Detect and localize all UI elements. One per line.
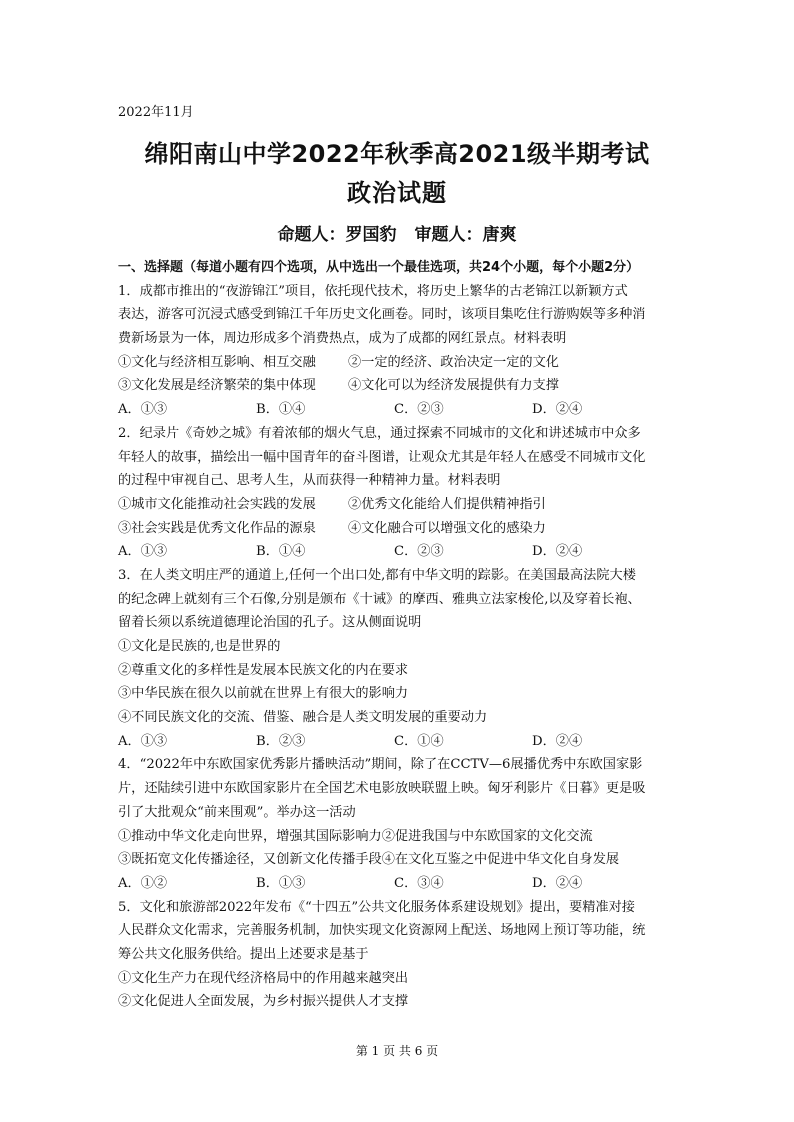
page-footer: 第 1 页 共 6 页: [355, 1044, 439, 1058]
authors-line: [0, 220, 794, 245]
statement: ④不同民族文化的交流、借鉴、融合是人类文明发展的重要动力: [118, 710, 488, 726]
statement-row: [118, 825, 690, 849]
question-2: [118, 422, 690, 564]
question-4: [118, 753, 690, 895]
option-c: C．②③: [394, 544, 444, 560]
statement-row: [118, 374, 690, 398]
question-text-line: 表达，游客可沉浸式感受到锦江千年历史文化画卷。同时，该项目集吃住行游购娱等多种消: [118, 307, 646, 323]
statement: ③既拓宽文化传播途径，又创新文化传播手段: [118, 852, 382, 868]
answer-options: [118, 540, 690, 564]
statement: ②文化促进人全面发展，为乡村振兴提供人才支撑: [118, 994, 409, 1010]
option-a: A．①②: [118, 875, 168, 891]
option-d: D．②④: [532, 875, 583, 891]
statement: ③文化发展是经济繁荣的集中体现: [118, 378, 316, 394]
exam-subject-title: 政治试题: [347, 179, 447, 207]
statement-row: [118, 351, 690, 375]
question-text-line: 的过程中审视自己、思考人生，从而获得一种精神力量。材料表明: [118, 473, 501, 489]
statement: ④文化融合可以增强文化的感染力: [348, 520, 546, 536]
option-d: D．②④: [532, 402, 583, 418]
option-b: B．①③: [256, 875, 306, 891]
answer-options: [118, 398, 690, 422]
option-b: B．①④: [256, 402, 306, 418]
statement: ①文化生产力在现代经济格局中的作用越来越突出: [118, 970, 409, 986]
question-text-line: 3．在人类文明庄严的通道上,任何一个出口处,都有中华文明的踪影。在美国最高法院大楼: [118, 567, 636, 583]
statement: ①文化与经济相互影响、相互交融: [118, 354, 316, 370]
answer-options: [118, 872, 690, 896]
statement-row: [118, 493, 690, 517]
question-text-line: 片，还陆续引进中东欧国家影片在全国艺术电影放映联盟上映。匈牙利影片《日暮》更是吸: [118, 781, 646, 797]
statement: ④在文化互鉴之中促进中华文化自身发展: [381, 852, 620, 868]
question-3: [118, 564, 690, 754]
statement: ②促进我国与中东欧国家的文化交流: [381, 828, 593, 844]
option-c: C．②③: [394, 402, 444, 418]
statement: ②尊重文化的多样性是发展本民族文化的内在要求: [118, 662, 409, 678]
option-b: B．②③: [256, 733, 306, 749]
option-d: D．②④: [532, 733, 583, 749]
question-text-line: 引了大批观众“前来围观”。举办这一活动: [118, 804, 356, 820]
question-text-line: 筹公共文化服务供给。提出上述要求是基于: [118, 946, 369, 962]
option-a: A．①③: [118, 544, 168, 560]
statement-row: [118, 848, 690, 872]
statement: ③中华民族在很久以前就在世界上有很大的影响力: [118, 686, 409, 702]
question-text-line: 的纪念碑上就刻有三个石像,分别是颁布《十诫》的摩西、雅典立法家梭伦,以及穿着长袍、: [118, 591, 641, 607]
question-5: [118, 896, 690, 1014]
statement: ④文化可以为经济发展提供有力支撑: [348, 378, 559, 394]
question-text-line: 年轻人的故事，描绘出一幅中国青年的奋斗图谱，让观众尤其是年轻人在感受不同城市文化: [118, 449, 646, 465]
question-text-line: 1．成都市推出的“夜游锦江”项目，依托现代技术，将历史上繁华的古老锦江以新颖方式: [118, 283, 628, 299]
question-text-line: 5．文化和旅游部2022年发布《“十四五”公共文化服务体系建设规划》提出，要精准对接: [118, 899, 635, 915]
question-text-line: 费新场景为一体，周边形成多个消费热点，成为了成都的网红景点。材料表明: [118, 331, 567, 347]
option-b: B．①④: [256, 544, 306, 560]
option-d: D．②④: [532, 544, 583, 560]
option-c: C．③④: [394, 875, 444, 891]
question-text-line: 留着长须以系统道德理论治国的孔子。这从侧面说明: [118, 615, 422, 631]
statement: ①文化是民族的,也是世界的: [118, 639, 281, 654]
question-text-line: 2．纪录片《奇妙之城》有着浓郁的烟火气息，通过探索不同城市的文化和讲述城市中众多: [118, 425, 641, 441]
question-reviewer: 审题人：唐爽: [414, 225, 517, 245]
question-text-line: 4．“2022年中东欧国家优秀影片播映活动”期间，除了在CCTV—6展播优秀中东欧国家影: [118, 757, 643, 773]
section-heading: 一、选择题（每道小题有四个选项，从中选出一个最佳选项，共24个小题，每个小题2分）: [118, 260, 640, 275]
question-setter: 命题人：罗国豹: [277, 225, 397, 245]
option-a: A．①③: [118, 402, 168, 418]
answer-options: [118, 730, 690, 754]
statement: ③社会实践是优秀文化作品的源泉: [118, 520, 316, 536]
question-text-line: 人民群众文化需求，完善服务机制，加快实现文化资源网上配送、场地网上预订等功能，统: [118, 923, 646, 939]
exam-title: 绵阳南山中学2022年秋季高2021级半期考试: [144, 140, 650, 168]
exam-content: [118, 256, 690, 1014]
question-1: [118, 280, 690, 422]
option-c: C．①④: [394, 733, 444, 749]
option-a: A．①③: [118, 733, 168, 749]
statement: ②一定的经济、政治决定一定的文化: [348, 354, 559, 370]
exam-date: 2022年11月: [118, 105, 194, 120]
statement-row: [118, 517, 690, 541]
statement: ①城市文化能推动社会实践的发展: [118, 496, 316, 512]
statement: ②优秀文化能给人们提供精神指引: [348, 496, 546, 512]
statement: ①推动中华文化走向世界，增强其国际影响力: [118, 828, 382, 844]
